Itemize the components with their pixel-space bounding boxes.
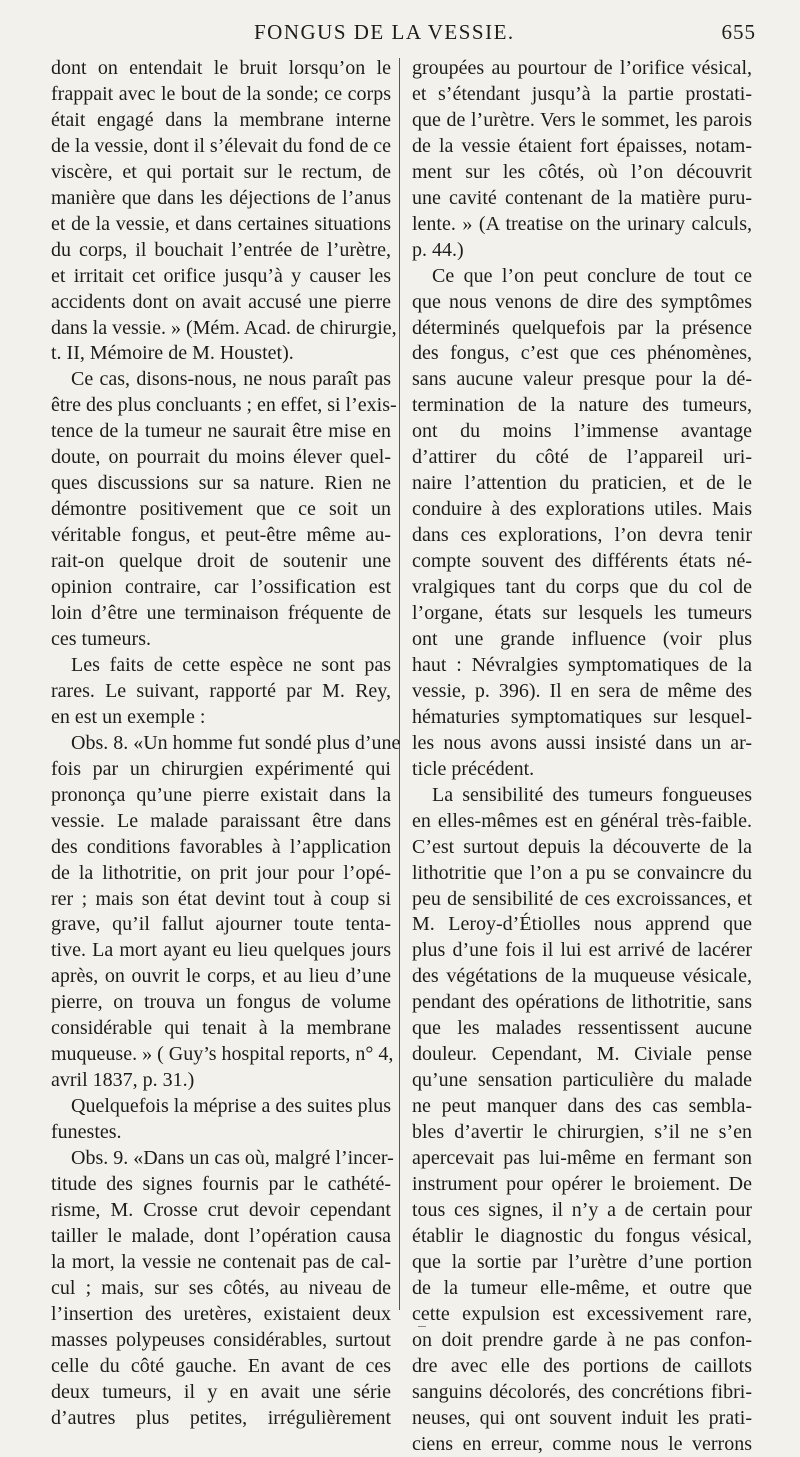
text-line: ne peut manquer dans des cas sembla- <box>412 1095 752 1118</box>
text-line: avril 1837, p. 31.) <box>51 1069 195 1092</box>
text-line: en elles-mêmes est en général très-faible. <box>412 809 752 832</box>
text-line: dans la vessie. » (Mém. Acad. de chirurgie, <box>51 316 397 339</box>
text-line: funestes. <box>51 1121 122 1144</box>
text-line: sanguins décolorés, des concrétions fibri- <box>412 1380 752 1403</box>
page-header <box>0 12 800 48</box>
text-line: sans aucune valeur presque pour la dé- <box>412 368 752 391</box>
text-line: d’autres plus petites, irrégulièrement <box>51 1406 391 1429</box>
text-line: plus d’une fois il lui est arrivé de lacérer <box>412 939 752 962</box>
text-line: être des plus concluants ; en effet, si l’exis- <box>51 394 397 417</box>
text-line: celle du côté gauche. En avant de ces <box>51 1354 391 1377</box>
text-line: tailler le malade, dont l’opération causa <box>51 1224 391 1247</box>
text-line: déterminés quelquefois par la présence <box>412 316 752 339</box>
text-line: termination de la nature des tumeurs, <box>412 394 752 417</box>
text-line: dont on entendait le bruit lorsqu’on le <box>51 57 391 79</box>
text-line: loin d’être une terminaison fréquente de <box>51 602 391 625</box>
text-line: qu’une sensation particulière du malade <box>412 1069 752 1092</box>
text-line: ces tumeurs. <box>51 627 151 650</box>
text-line: que la sortie par l’urètre d’une portion <box>412 1250 752 1273</box>
text-line: peu de sensibilité de ces excroissances, et <box>412 887 752 910</box>
text-line: cul ; mais, sur ses côtés, au niveau de <box>51 1276 391 1299</box>
running-title: FONGUS DE LA VESSIE. <box>254 20 515 44</box>
text-line: opinion contraire, car l’ossification est <box>51 576 391 599</box>
right-column <box>412 56 752 1457</box>
left-column <box>51 56 401 1432</box>
text-line: de la vessie, dont il s’élevait du fond de ce <box>51 134 391 157</box>
text-line: Obs. 9. «Dans un cas où, malgré l’incer- <box>71 1147 394 1170</box>
text-line: en est un exemple : <box>51 705 206 728</box>
text-line: Ce cas, disons-nous, ne nous paraît pas <box>71 368 391 391</box>
text-line: haut : Névralgies symptomatiques de la <box>412 653 752 676</box>
text-line: que les malades ressentissent aucune <box>412 1017 752 1040</box>
page-number: 655 <box>721 20 756 44</box>
text-line: rares. Le suivant, rapporté par M. Rey, <box>51 679 391 702</box>
text-line: était engagé dans la membrane interne <box>51 108 391 131</box>
text-line: et s’étendant jusqu’à la partie prostati- <box>412 82 752 105</box>
text-line: ment sur les côtés, où l’on découvrit <box>412 160 752 183</box>
text-line: naire l’attention du praticien, et de le <box>412 472 752 495</box>
text-line: prononça qu’une pierre existait dans la <box>51 783 391 806</box>
text-line: tence de la tumeur ne saurait être mise en <box>51 420 391 443</box>
text-line: doute, on pourrait du moins élever quel- <box>51 446 391 469</box>
text-line: conduire à des explorations utiles. Mais <box>412 498 752 521</box>
text-line: rait-on quelque droit de soutenir une <box>51 550 391 573</box>
text-line: Les faits de cette espèce ne sont pas <box>71 653 391 676</box>
text-line: tive. La mort ayant eu lieu quelques jours <box>51 939 391 962</box>
text-line: rer ; mais son état devint tout à coup si <box>51 887 391 910</box>
text-line: pendant des opérations de lithotritie, sans <box>412 991 752 1014</box>
text-line: grave, qu’il fallut ajourner toute tenta- <box>51 913 391 936</box>
text-line: vralgiques tant du corps que du col de <box>412 576 752 599</box>
footnote-mark <box>418 1326 426 1327</box>
text-line: l’organe, états sur lesquels les tumeurs <box>412 602 752 625</box>
text-line: que nous venons de dire des symptômes <box>412 290 752 313</box>
text-line: M. Leroy-d’Étiolles nous apprend que <box>412 913 752 936</box>
text-line: viscère, et qui portait sur le rectum, de <box>51 160 391 183</box>
text-line: groupées au pourtour de l’orifice vésical, <box>412 57 752 79</box>
text-line: et irritait cet orifice jusqu’à y causer les <box>51 264 391 287</box>
text-line: de la lithotritie, on prit jour pour l’opé- <box>51 861 391 884</box>
text-line: deux tumeurs, il y en avait une série <box>51 1380 391 1403</box>
text-line: tous ces signes, il n’y a de certain pour <box>412 1198 752 1221</box>
text-line: fois par un chirurgien expérimenté qui <box>51 757 391 780</box>
text-line: instrument pour opérer le broiement. De <box>412 1172 752 1195</box>
text-line: l’insertion des uretères, existaient deux <box>51 1302 391 1325</box>
text-line: muqueuse. » ( Guy’s hospital reports, n° 4, <box>51 1043 394 1066</box>
text-line: C’est surtout depuis la découverte de la <box>412 835 752 858</box>
text-line: lente. » (A treatise on the urinary calculs, <box>412 212 752 235</box>
text-line: et de la vessie, et dans certaines situations <box>51 212 391 235</box>
text-line: t. II, Mémoire de M. Houstet). <box>51 342 294 365</box>
column-divider <box>399 58 400 1310</box>
text-line: neuses, qui ont souvent induit les prati- <box>412 1406 752 1429</box>
text-line: pierre, on trouva un fongus de volume <box>51 991 391 1014</box>
text-line: frappait avec le bout de la sonde; ce corps <box>51 82 391 105</box>
text-line: des végétations de la muqueuse vésicale, <box>412 965 752 988</box>
text-line: accidents dont on avait accusé une pierre <box>51 290 391 313</box>
text-line: ont du moins l’immense avantage <box>412 420 752 443</box>
text-line: d’attirer du côté de l’appareil uri- <box>412 446 752 469</box>
text-line: ciens en erreur, comme nous le verrons <box>412 1432 752 1455</box>
text-line: une cavité contenant de la matière puru- <box>412 186 752 209</box>
text-line: des fongus, c’est que ces phénomènes, <box>412 342 752 365</box>
text-line: les nous avons aussi insisté dans un ar- <box>412 731 752 754</box>
text-line: vessie. Le malade paraissant être dans <box>51 809 391 832</box>
text-line: Ce que l’on peut conclure de tout ce <box>432 264 752 287</box>
text-line: considérable qui tenait à la membrane <box>51 1017 391 1040</box>
text-line: établir le diagnostic du fongus vésical, <box>412 1224 752 1247</box>
text-line: ticle précédent. <box>412 757 535 780</box>
text-line: démontre positivement que ce soit un <box>51 498 391 521</box>
text-line: La sensibilité des tumeurs fongueuses <box>432 783 752 806</box>
text-line: manière que dans les déjections de l’anus <box>51 186 391 209</box>
text-line: lithotritie que l’on a pu se convaincre du <box>412 861 752 884</box>
text-line: de la tumeur elle-même, et outre que <box>412 1276 752 1299</box>
text-line: titude des signes fournis par le cathété- <box>51 1172 391 1195</box>
text-line: vessie, p. 396). Il en sera de même des <box>412 679 752 702</box>
text-line: p. 44.) <box>412 238 464 261</box>
text-line: bles d’avertir le chirurgien, s’il ne s’en <box>412 1121 752 1144</box>
text-line: Obs. 8. «Un homme fut sondé plus d’une <box>71 731 401 754</box>
text-line: dre avec elle des portions de caillots <box>412 1354 752 1377</box>
text-line: du corps, il bouchait l’entrée de l’urètre, <box>51 238 391 261</box>
text-line: Quelquefois la méprise a des suites plus <box>71 1095 391 1118</box>
text-line: apercevait pas lui-même en fermant son <box>412 1147 752 1170</box>
text-line: compte souvent des différents états né- <box>412 550 752 573</box>
text-line: dans ces explorations, l’on devra tenir <box>412 524 752 547</box>
text-line: que de l’urètre. Vers le sommet, les parois <box>412 108 752 131</box>
text-line: la mort, la vessie ne contenait pas de cal- <box>51 1250 391 1273</box>
text-line: on doit prendre garde à ne pas confon- <box>412 1328 752 1351</box>
text-line: risme, M. Crosse crut devoir cependant <box>51 1198 391 1221</box>
text-line: de la vessie étaient fort épaisses, notam- <box>412 134 752 157</box>
text-line: douleur. Cependant, M. Civiale pense <box>412 1043 752 1066</box>
text-line: ont une grande influence (voir plus <box>412 627 752 650</box>
text-line: véritable fongus, et peut-être même au- <box>51 524 391 547</box>
text-line: ques discussions sur sa nature. Rien ne <box>51 472 391 495</box>
text-line: cette expulsion est excessivement rare, <box>412 1302 752 1325</box>
text-line: des conditions favorables à l’application <box>51 835 391 858</box>
text-line: masses polypeuses considérables, surtout <box>51 1328 391 1351</box>
text-line: hématuries symptomatiques sur lesquel- <box>412 705 752 728</box>
text-line: après, on ouvrit le corps, et au lieu d’une <box>51 965 391 988</box>
